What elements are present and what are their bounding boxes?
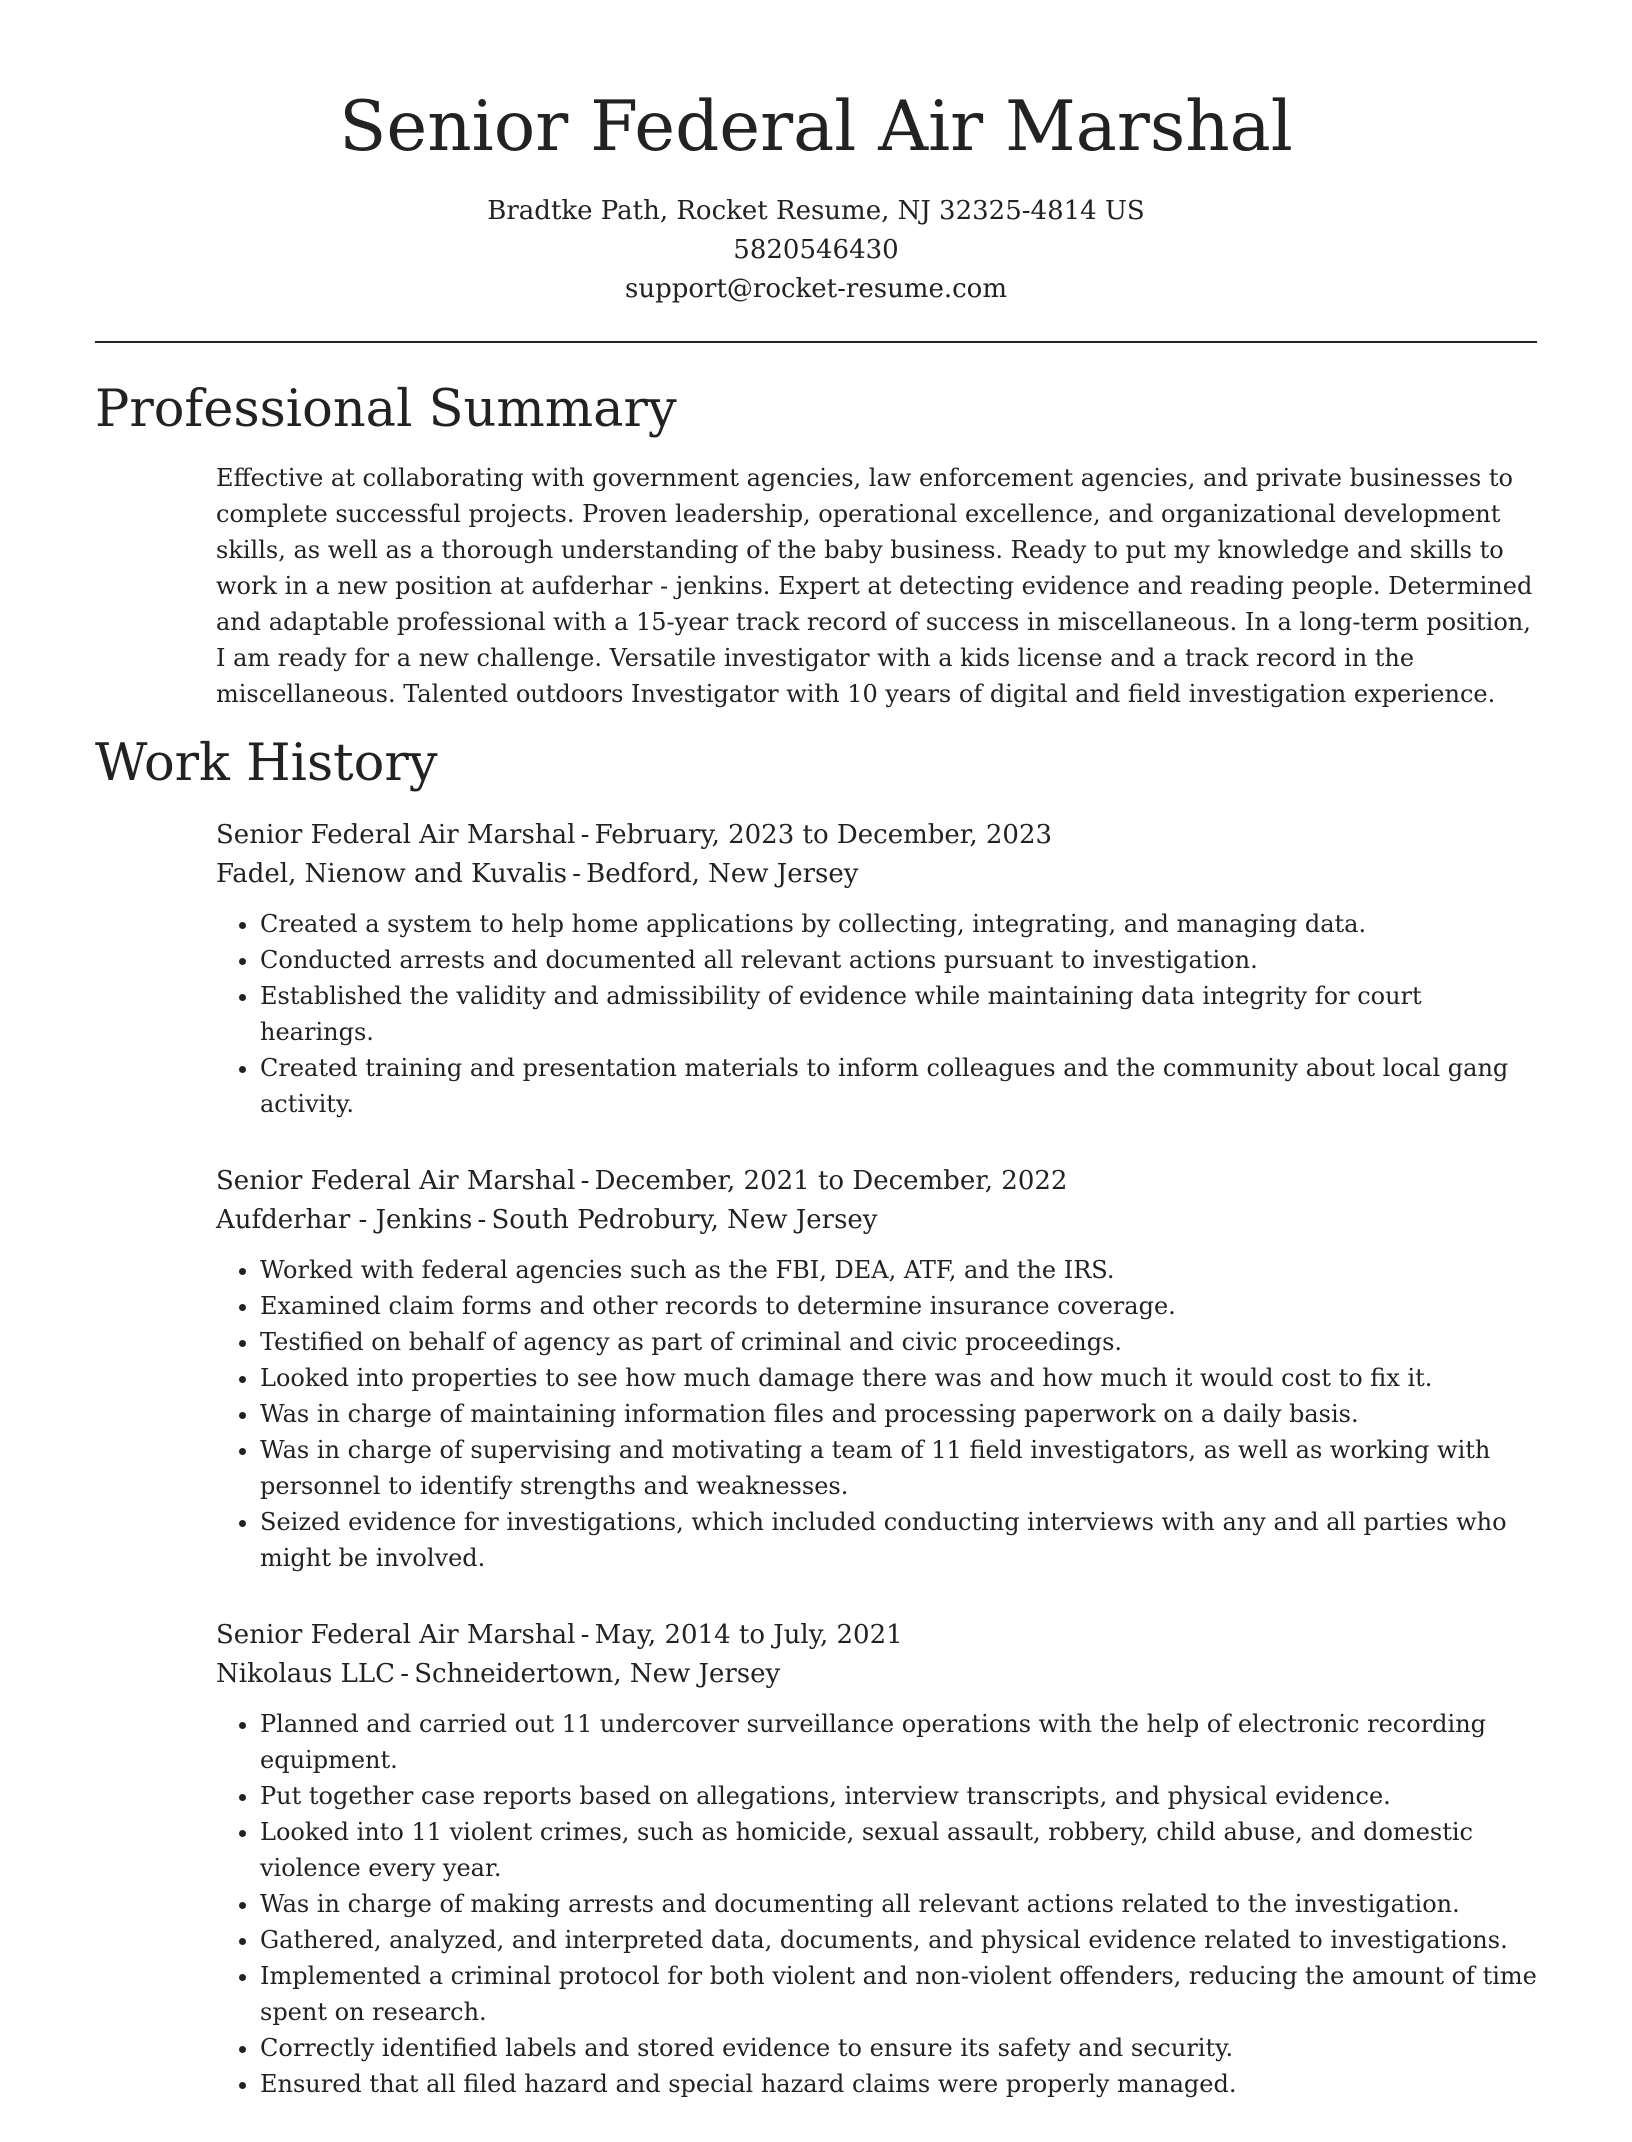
job-title-line [216,1162,1538,1201]
job-entry [216,1616,1538,2102]
job-company: Nikolaus LLC [216,1659,396,1689]
job-location: Schneidertown, New Jersey [414,1659,781,1689]
job-bullet: • Was in charge of making arrests and documenting all relevant actions related to the investigation. [260,1886,1538,1922]
separator: - [580,820,590,850]
job-title: Senior Federal Air Marshal [216,1166,576,1196]
job-title: Senior Federal Air Marshal [216,820,576,850]
job-bullet: • Created a system to help home applications by collecting, integrating, and managing data. [260,906,1538,942]
contact-phone: 5820546430 [733,235,899,265]
resume-title: Senior Federal Air Marshal [339,87,1293,167]
job-bullets [216,1706,1538,2102]
job-location: South Pedrobury, New Jersey [491,1205,878,1235]
job-company: Fadel, Nienow and Kuvalis [216,859,567,889]
job-bullets [216,906,1538,1122]
job-bullet: • Created training and presentation materials to inform colleagues and the community about local gang activity. [260,1050,1538,1122]
job-bullet: • Looked into properties to see how much damage there was and how much it would cost to fix it. [260,1360,1538,1396]
job-location: Bedford, New Jersey [586,859,859,889]
separator: - [477,1205,487,1235]
job-dates: December, 2021 to December, 2022 [594,1166,1068,1196]
job-bullet: • Implemented a criminal protocol for both violent and non-violent offenders, reducing the amount of time spent on research. [260,1958,1538,2030]
job-company-line [216,1655,1538,1694]
job-bullet: • Ensured that all filed hazard and special hazard claims were properly managed. [260,2066,1538,2102]
job-bullet: • Was in charge of maintaining information files and processing paperwork on a daily basis. [260,1396,1538,1432]
job-bullet: • Was in charge of supervising and motivating a team of 11 field investigators, as well as working with personnel to identify strengths and weaknesses. [260,1432,1538,1504]
separator: - [400,1659,410,1689]
job-bullet: • Put together case reports based on allegations, interview transcripts, and physical evidence. [260,1778,1538,1814]
job-dates: May, 2014 to July, 2021 [594,1620,903,1650]
job-company: Aufderhar - Jenkins [216,1205,473,1235]
contact-address: Bradtke Path, Rocket Resume, NJ 32325-4814 US [487,196,1145,226]
job-bullet: • Planned and carried out 11 undercover surveillance operations with the help of electronic recording equipment. [260,1706,1538,1778]
job-company-line [216,855,1538,894]
job-entry [216,1162,1538,1576]
contact-info [95,192,1537,309]
job-bullet: • Conducted arrests and documented all relevant actions pursuant to investigation. [260,942,1538,978]
resume-header [95,84,1537,309]
job-title: Senior Federal Air Marshal [216,1620,576,1650]
job-bullet: • Established the validity and admissibility of evidence while maintaining data integrity for court hearings. [260,978,1538,1050]
job-entry [216,816,1538,1122]
job-bullet: • Seized evidence for investigations, which included conducting interviews with any and all parties who might be involved. [260,1504,1538,1576]
job-list [216,816,1538,2142]
contact-email: support@rocket-resume.com [624,274,1007,304]
summary-text: Effective at collaborating with government agencies, law enforcement agencies, and private businesses to complete successful projects. Proven leadership, operational excellence, and organizational development skills, as well as a thorough understanding of the baby business. Ready to put my knowledge and skills to work in a new position at aufderhar - jenkins. Expert at detecting evidence and reading people. Determined and adaptable professional with a 15-year track record of success in miscellaneous. In a long-term position, I am ready for a new challenge. Versatile investigator with a kids license and a track record in the miscellaneous. Talented outdoors Investigator with 10 years of digital and field investigation experience. [216,464,1533,708]
work-history-heading: Work History [95,734,438,793]
job-company-line [216,1201,1538,1240]
summary-heading: Professional Summary [95,380,677,439]
separator: - [572,859,581,889]
header-divider [95,341,1537,343]
job-bullet: • Gathered, analyzed, and interpreted data, documents, and physical evidence related to investigations. [260,1922,1538,1958]
job-bullet: • Testified on behalf of agency as part of criminal and civic proceedings. [260,1324,1538,1360]
job-bullets [216,1252,1538,1576]
separator: - [580,1166,590,1196]
separator: - [580,1620,590,1650]
job-bullet: • Correctly identified labels and stored evidence to ensure its safety and security. [260,2030,1538,2066]
job-title-line [216,1616,1538,1655]
job-bullet: • Examined claim forms and other records to determine insurance coverage. [260,1288,1538,1324]
job-dates: February, 2023 to December, 2023 [594,820,1053,850]
job-bullet: • Worked with federal agencies such as the FBI, DEA, ATF, and the IRS. [260,1252,1538,1288]
job-title-line [216,816,1538,855]
job-bullet: • Looked into 11 violent crimes, such as homicide, sexual assault, robbery, child abuse, and domestic violence every year. [260,1814,1538,1886]
